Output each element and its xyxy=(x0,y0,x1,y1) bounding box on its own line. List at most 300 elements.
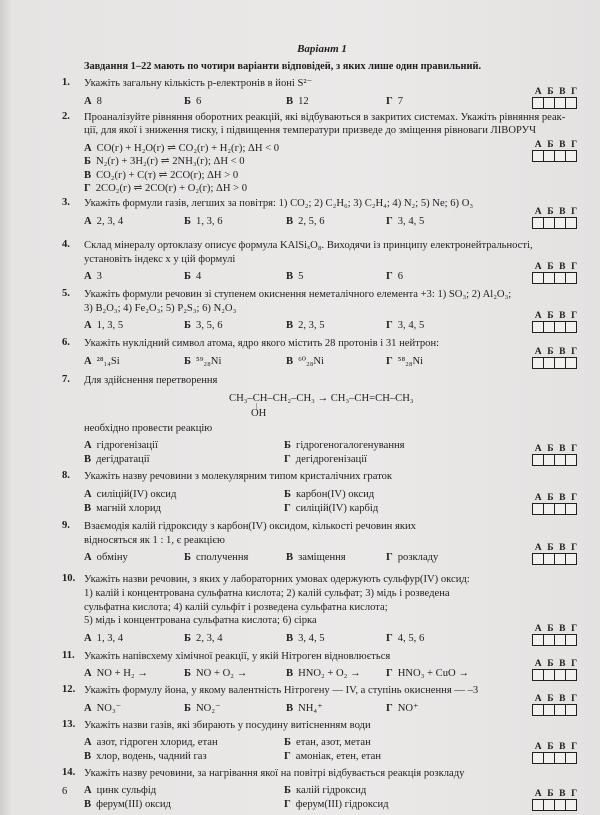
answer-options xyxy=(84,488,578,515)
question-number: 4. xyxy=(62,239,70,250)
answer-grid-letter: А xyxy=(534,262,542,273)
answer-cell-Г[interactable] xyxy=(565,454,577,466)
reaction-formula: CH₃–CH–CH₂–CH₃ → CH₃–CH=CH–CH₃ xyxy=(229,392,414,404)
option-В[interactable] xyxy=(84,169,562,182)
question-12 xyxy=(62,684,578,716)
option-А[interactable] xyxy=(84,784,284,798)
answer-grid-letter: Г xyxy=(571,346,578,357)
question-text: сульфатна кислота; 4) калій сульфіт і розведена сульфатна кислота; xyxy=(84,601,388,613)
option-letter: А xyxy=(84,632,92,644)
answer-grid-letter: Г xyxy=(571,693,578,704)
answer-grid-letter: Б xyxy=(547,659,554,670)
question-2 xyxy=(62,110,578,196)
answer-grid-letter: А xyxy=(534,741,542,752)
option-text: 12 xyxy=(298,95,309,107)
option-letter: Г xyxy=(386,632,393,644)
option-text: 4, 5, 6 xyxy=(397,632,425,644)
option-Б[interactable] xyxy=(184,270,286,284)
answer-grid-letter: А xyxy=(534,346,542,357)
option-В[interactable] xyxy=(286,319,386,333)
option-letter: В xyxy=(84,502,92,514)
option-Г[interactable] xyxy=(386,355,486,369)
question-text: Укажіть напівсхему хімічної реакції, у якій Нітроген відновлюється xyxy=(84,650,391,662)
question-9 xyxy=(62,520,578,565)
answer-grid xyxy=(532,140,580,162)
answer-options xyxy=(84,659,578,681)
option-letter: Г xyxy=(284,453,291,465)
option-letter: В xyxy=(286,668,294,680)
answer-grid-letter: В xyxy=(559,86,566,97)
option-В[interactable] xyxy=(286,95,386,109)
answer-grid-letter: А xyxy=(534,493,542,504)
answer-grid-letter: В xyxy=(559,207,566,217)
answer-grid-letter: В xyxy=(559,444,566,455)
option-letter: В xyxy=(286,632,294,644)
option-letter: А xyxy=(84,271,92,283)
option-Б[interactable] xyxy=(184,215,286,229)
option-text: 1, 3, 6 xyxy=(196,216,223,227)
option-text: гідрогенізації xyxy=(96,440,158,452)
option-Г[interactable] xyxy=(386,632,486,646)
option-Б[interactable] xyxy=(284,439,484,453)
answer-grid-letter: Г xyxy=(571,311,578,322)
option-letter: В xyxy=(84,751,92,763)
option-В[interactable] xyxy=(286,632,386,646)
question-5 xyxy=(62,288,578,333)
option-text: 3, 4, 5 xyxy=(397,320,425,332)
option-Г[interactable] xyxy=(386,215,486,229)
answer-grid-letter: В xyxy=(559,543,566,554)
answer-grid-letter: В xyxy=(559,659,566,670)
answer-grid-letters xyxy=(532,262,580,272)
answer-grid-letter: Г xyxy=(571,139,578,150)
answer-cell-Г[interactable] xyxy=(565,150,577,162)
answer-grid-cells xyxy=(532,553,580,565)
answer-grid-letter: В xyxy=(559,311,566,322)
answer-grid-cells xyxy=(532,217,580,229)
option-Г[interactable] xyxy=(84,182,562,195)
answer-grid-cells xyxy=(532,150,580,162)
option-Г[interactable] xyxy=(386,95,486,109)
option-text: 2CO₂(г) ⇌ 2CO(г) + O₂(г); ΔH > 0 xyxy=(95,183,248,194)
answer-grid xyxy=(532,311,580,333)
answer-grid-letter: А xyxy=(534,659,542,670)
answer-grid-cells xyxy=(532,321,580,333)
option-letter: В xyxy=(286,216,294,227)
option-text: 5 xyxy=(298,271,304,283)
option-letter: В xyxy=(84,453,92,465)
option-text: етан, азот, метан xyxy=(296,737,371,749)
answer-grid-cells xyxy=(532,752,580,764)
option-В[interactable] xyxy=(84,798,284,812)
answer-grid xyxy=(532,493,580,515)
answer-grid-letter: В xyxy=(559,741,566,752)
option-А[interactable] xyxy=(84,488,284,502)
question-text: Склад мінералу ортоклазу описує формула KAlSiₓO₈. Виходячи із принципу електронейтральності, xyxy=(84,240,533,251)
option-letter: Б xyxy=(184,552,192,564)
answer-options xyxy=(84,736,578,763)
option-text: NO₃⁻ xyxy=(96,702,122,714)
answer-grid-letter: В xyxy=(559,493,566,504)
answer-grid-letter: Б xyxy=(547,543,554,554)
option-letter: Г xyxy=(284,798,291,810)
answer-grid-letters xyxy=(532,311,580,321)
option-text: цинк сульфід xyxy=(96,785,157,797)
question-number: 7. xyxy=(62,373,70,385)
question-number: 12. xyxy=(62,684,76,696)
question-text: 5) мідь і концентрована сульфатна кислота; 6) сірка xyxy=(84,615,317,627)
option-letter: В xyxy=(84,169,92,181)
option-letter: А xyxy=(84,320,92,332)
answer-cell-Г[interactable] xyxy=(565,553,577,565)
answer-grid-letter: А xyxy=(534,693,542,704)
option-letter: Б xyxy=(184,702,192,714)
answer-options xyxy=(84,623,578,646)
answer-grid-letters xyxy=(532,140,580,150)
option-Б[interactable] xyxy=(184,632,286,646)
option-letter: Б xyxy=(184,320,192,332)
answer-grid-cells xyxy=(532,272,580,284)
question-text: Укажіть назву речовини, за нагрівання якої на повітрі відбувається реакція розкладу xyxy=(84,767,465,779)
option-letter: Г xyxy=(386,702,393,714)
option-В[interactable] xyxy=(84,453,284,467)
option-А[interactable] xyxy=(84,215,184,229)
answer-grid-letters xyxy=(532,347,580,357)
option-text: ⁵⁸₂₈Ni xyxy=(397,355,424,367)
option-letter: Б xyxy=(184,95,192,107)
answer-grid xyxy=(532,789,580,811)
answer-grid-cells xyxy=(532,669,580,681)
option-А[interactable] xyxy=(84,551,184,565)
question-text: необхідно провести реакцію xyxy=(84,422,213,434)
answer-cell-Г[interactable] xyxy=(565,503,577,515)
option-Г[interactable] xyxy=(386,702,486,716)
answer-grid-letter: Г xyxy=(571,659,578,670)
option-text: сполучення xyxy=(196,552,249,564)
option-letter: Б xyxy=(284,440,292,452)
answer-cell-Г[interactable] xyxy=(565,752,577,764)
option-text: силіцій(IV) карбід xyxy=(295,502,379,514)
option-letter: Г xyxy=(386,552,393,564)
option-text: обміну xyxy=(96,552,128,564)
answer-grid-letter: Г xyxy=(571,741,578,752)
answer-grid-letter: Б xyxy=(547,693,554,704)
answer-grid-letters xyxy=(532,207,580,217)
reaction-scheme xyxy=(84,392,562,422)
option-А[interactable] xyxy=(84,95,184,109)
answer-grid-letter: А xyxy=(534,789,542,800)
question-4 xyxy=(62,239,578,284)
answer-cell-Г[interactable] xyxy=(565,217,577,229)
answer-grid-letters xyxy=(532,659,580,669)
option-В[interactable] xyxy=(286,215,386,229)
option-В[interactable] xyxy=(286,702,386,716)
option-А[interactable] xyxy=(84,667,184,681)
answer-grid xyxy=(532,347,580,369)
option-text: 7 xyxy=(397,95,404,107)
option-text: карбон(IV) оксид xyxy=(296,488,375,500)
answer-grid-letter: А xyxy=(534,139,542,150)
answer-grid xyxy=(532,659,580,681)
hydroxyl-group: OH xyxy=(251,407,267,419)
question-number: 9. xyxy=(62,520,70,532)
option-text: 2, 5, 6 xyxy=(298,216,325,227)
option-letter: Б xyxy=(184,271,192,283)
answer-grid-letter: Б xyxy=(547,444,554,455)
question-number: 10. xyxy=(62,573,76,585)
answer-grid xyxy=(532,624,580,646)
question-text: Укажіть нуклідний символ атома, ядро якого містить 28 протонів і 31 нейтрон: xyxy=(84,338,440,350)
option-text: калій гідроксид xyxy=(296,785,367,797)
question-13 xyxy=(62,718,578,764)
option-text: NH₄⁺ xyxy=(298,702,323,714)
option-А[interactable] xyxy=(84,355,184,369)
option-text: NO₂⁻ xyxy=(196,702,221,714)
option-text: магній хлорид xyxy=(96,502,161,514)
option-А[interactable] xyxy=(84,632,184,646)
option-Б[interactable] xyxy=(184,702,286,716)
answer-cell-Г[interactable] xyxy=(565,357,577,369)
option-Б[interactable] xyxy=(84,155,562,168)
option-А[interactable] xyxy=(84,319,184,333)
option-А[interactable] xyxy=(84,736,284,750)
option-letter: А xyxy=(84,488,92,500)
option-letter: Г xyxy=(386,216,393,227)
answer-grid-letter: В xyxy=(559,139,566,150)
option-Г[interactable] xyxy=(284,453,484,467)
answer-grid-letter: Г xyxy=(571,86,578,97)
option-letter: Б xyxy=(184,216,192,227)
question-text: Укажіть назви газів, які збирають у посудину витісненням води xyxy=(84,719,371,731)
option-Б[interactable] xyxy=(184,355,286,369)
answer-cell-Г[interactable] xyxy=(565,704,577,716)
bond-line: | xyxy=(256,401,258,410)
option-text: 2, 3, 4 xyxy=(196,632,223,644)
option-А[interactable] xyxy=(84,139,562,155)
page-content xyxy=(62,42,578,811)
option-Б[interactable] xyxy=(284,736,484,750)
option-Б[interactable] xyxy=(184,319,286,333)
question-14 xyxy=(62,766,578,812)
option-text: 2, 3, 4 xyxy=(96,216,124,227)
answer-grid-letter: В xyxy=(559,693,566,704)
question-text: Укажіть назви речовин, з яких у лабораторних умовах одержують сульфур(IV) оксид: xyxy=(84,574,470,586)
option-Б[interactable] xyxy=(284,784,484,798)
answer-grid-letters xyxy=(532,543,580,553)
answer-grid-letters xyxy=(532,87,580,97)
answer-cell-Г[interactable] xyxy=(565,321,577,333)
question-3 xyxy=(62,197,578,229)
answer-grid-letter: А xyxy=(534,444,542,455)
answer-grid xyxy=(532,694,580,716)
option-Б[interactable] xyxy=(284,488,484,502)
option-letter: Г xyxy=(386,355,393,367)
answer-grid-letters xyxy=(532,624,580,634)
answer-grid-letter: Г xyxy=(571,493,578,504)
answer-grid-cells xyxy=(532,357,580,369)
option-text: 3, 4, 5 xyxy=(397,216,425,227)
question-number: 14. xyxy=(62,766,76,778)
option-Б[interactable] xyxy=(184,667,286,681)
answer-grid-letter: Г xyxy=(571,543,578,554)
option-text: CO(г) + H₂O(г) ⇌ CO₂(г) + H₂(г); ΔH < 0 xyxy=(96,142,280,154)
option-text: азот, гідроген хлорид, етан xyxy=(96,737,218,749)
page-number: 6 xyxy=(62,786,68,797)
option-А[interactable] xyxy=(84,270,184,284)
answer-grid-cells xyxy=(532,704,580,716)
option-letter: Г xyxy=(284,751,291,763)
variant-heading: Варіант 1 xyxy=(297,43,347,55)
option-text: ферум(III) гідроксид xyxy=(295,798,389,810)
option-letter: В xyxy=(286,552,294,564)
question-text: відносяться як 1 : 1, є реакцією xyxy=(84,534,225,546)
option-В[interactable] xyxy=(286,667,386,681)
option-А[interactable] xyxy=(84,439,284,453)
option-text: 2, 3, 5 xyxy=(298,320,325,332)
question-text: установіть індекс x у цій формулі xyxy=(84,253,236,265)
answer-cell-Г[interactable] xyxy=(565,669,577,681)
option-text: HNO₃ + CuO → xyxy=(397,668,469,680)
answer-grid-letter: Б xyxy=(547,346,554,357)
question-text: Проаналізуйте рівняння оборотних реакцій, які відбуваються в закритих системах. Укажіть рівняння реак- xyxy=(84,111,566,123)
answer-cell-Г[interactable] xyxy=(565,97,577,109)
option-text: дегідрогенізації xyxy=(295,453,368,465)
option-А[interactable] xyxy=(84,702,184,716)
answer-grid-letter: Г xyxy=(571,207,578,217)
question-number: 6. xyxy=(62,337,70,349)
question-6 xyxy=(62,337,578,369)
answer-grid-cells xyxy=(532,503,580,515)
question-text: 3) B₂O₃; 4) Fe₂O₃; 5) P₂S₃; 6) N₂O₃ xyxy=(84,302,237,314)
question-text: Укажіть загальну кількість p-електронів в йоні S²⁻ xyxy=(84,78,313,89)
option-text: гідрогеногалогенування xyxy=(296,440,405,452)
answer-grid-letter: А xyxy=(534,543,542,554)
option-letter: Б xyxy=(184,632,192,644)
answer-grid-letter: Б xyxy=(547,86,554,97)
option-Б[interactable] xyxy=(184,551,286,565)
answer-grid-letter: Б xyxy=(547,311,554,322)
option-text: 3 xyxy=(96,271,102,283)
option-letter: А xyxy=(84,142,92,154)
option-text: 8 xyxy=(96,95,102,107)
answer-grid-letter: Б xyxy=(547,623,554,634)
option-Г[interactable] xyxy=(386,551,486,565)
question-11 xyxy=(62,649,578,682)
option-text: ⁶⁰₂₈Ni xyxy=(298,355,324,367)
option-text: розкладу xyxy=(397,552,439,564)
option-letter: В xyxy=(286,95,294,107)
option-letter: В xyxy=(286,320,294,332)
option-В[interactable] xyxy=(84,750,284,764)
option-text: ферум(III) оксид xyxy=(96,798,171,810)
option-text: NO + H₂ → xyxy=(96,668,148,680)
answer-options xyxy=(84,439,578,466)
question-10 xyxy=(62,573,578,645)
option-letter: В xyxy=(286,702,294,714)
question-text: Укажіть формулу йона, у якому валентність Нітрогену — IV, а ступінь окиснення — –3 xyxy=(84,685,479,697)
option-text: 1, 3, 5 xyxy=(96,320,124,332)
option-В[interactable] xyxy=(286,270,386,284)
answer-options xyxy=(84,139,578,196)
option-letter: В xyxy=(286,271,294,283)
option-letter: Г xyxy=(386,95,393,107)
question-number: 1. xyxy=(62,77,70,88)
answer-grid xyxy=(532,87,580,109)
question-8 xyxy=(62,470,578,515)
option-text: заміщення xyxy=(298,552,346,564)
answer-grid-letters xyxy=(532,742,580,752)
answer-grid xyxy=(532,444,580,466)
option-letter: Г xyxy=(386,271,393,283)
option-Г[interactable] xyxy=(386,667,486,681)
option-Г[interactable] xyxy=(386,270,486,284)
option-letter: Г xyxy=(84,183,91,194)
question-text: ції, для якої і зниження тиску, і підвищення температури призведе до зміщення рівноваги ЛІВОРУЧ xyxy=(84,125,537,137)
answer-cell-Г[interactable] xyxy=(565,634,577,646)
option-В[interactable] xyxy=(84,502,284,516)
option-text: 3, 4, 5 xyxy=(298,632,325,644)
option-Г[interactable] xyxy=(284,502,484,516)
option-letter: А xyxy=(84,702,92,714)
answer-options xyxy=(84,311,578,333)
answer-grid-letters xyxy=(532,694,580,704)
option-В[interactable] xyxy=(286,355,386,369)
answer-grid-letter: Г xyxy=(571,444,578,455)
answer-grid xyxy=(532,543,580,565)
question-number: 13. xyxy=(62,718,76,730)
answer-grid-letter: А xyxy=(534,207,542,217)
answer-grid-cells xyxy=(532,454,580,466)
option-letter: Б xyxy=(184,668,192,680)
answer-grid-letter: Б xyxy=(547,262,554,273)
answer-cell-Г[interactable] xyxy=(565,799,577,811)
option-Г[interactable] xyxy=(284,750,484,764)
question-text: Для здійснення перетворення xyxy=(84,374,218,386)
option-letter: А xyxy=(84,785,92,797)
option-Б[interactable] xyxy=(184,95,286,109)
option-letter: В xyxy=(286,355,294,367)
question-text: Укажіть формули речовин зі ступенем окиснення неметалічного елемента +3: 1) SO₃; 2) Al₂O₃; xyxy=(84,289,512,301)
option-text: амоніак, етен, етан xyxy=(295,751,382,763)
answer-grid-letter: Г xyxy=(571,789,578,800)
answer-grid-letter: Г xyxy=(571,262,578,273)
question-7 xyxy=(62,373,578,466)
answer-grid-letter: Г xyxy=(571,623,578,634)
answer-grid-letter: В xyxy=(559,789,566,800)
question-number: 2. xyxy=(62,110,70,122)
question-1 xyxy=(62,77,578,109)
option-text: ⁵⁹₂₈Ni xyxy=(196,355,222,367)
option-letter: А xyxy=(84,737,92,749)
answer-options xyxy=(84,346,578,369)
question-text: Взаємодія калій гідроксиду з карбон(IV) оксидом, кількості речовин яких xyxy=(84,521,416,533)
option-text: 6 xyxy=(397,271,404,283)
option-letter: А xyxy=(84,216,92,227)
answer-grid-letter: А xyxy=(534,86,542,97)
option-Г[interactable] xyxy=(284,798,484,812)
answer-grid-letter: А xyxy=(534,311,542,322)
instructions: Завдання 1–22 мають по чотири варіанти відповідей, з яких лише один правильний. xyxy=(84,61,482,72)
question-number: 11. xyxy=(62,649,75,661)
option-Г[interactable] xyxy=(386,319,486,333)
option-text: 4 xyxy=(196,271,202,283)
answer-cell-Г[interactable] xyxy=(565,272,577,284)
option-text: 6 xyxy=(196,95,202,107)
option-text: 3, 5, 6 xyxy=(196,320,223,332)
option-В[interactable] xyxy=(286,551,386,565)
option-letter: Г xyxy=(284,502,291,514)
option-letter: В xyxy=(84,798,92,810)
